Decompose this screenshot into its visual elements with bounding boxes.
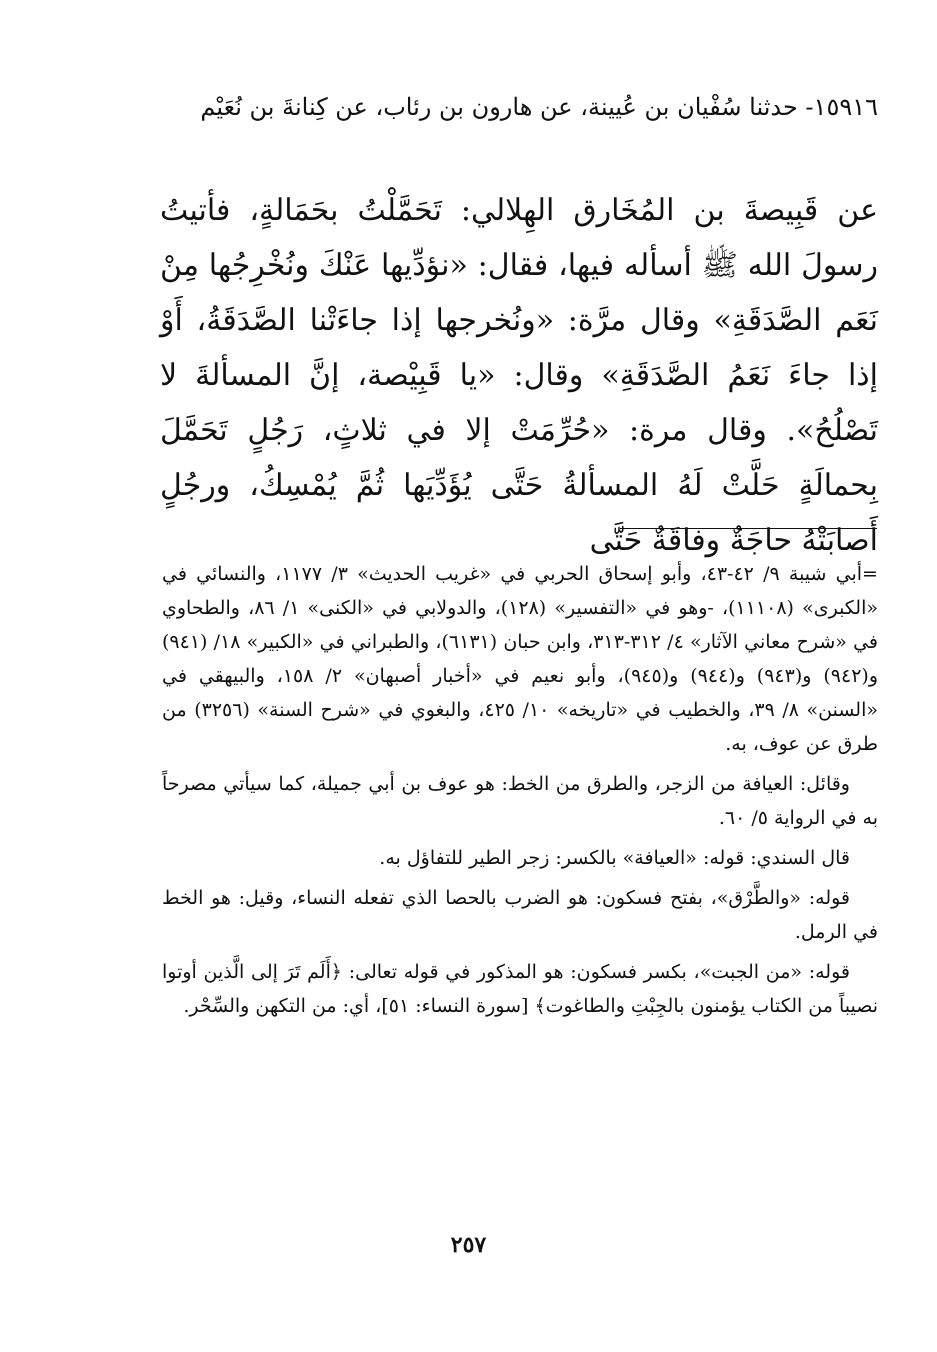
footnote-sindi-iyafa: قال السندي: قوله: «العيافة» بالكسر: زجر الطير للتفاؤل به. [379, 847, 850, 869]
footnote-tarq: قوله: «والطَّرْق»، بفتح فسكون: هو الضرب بالحصا الذي تفعله النساء، وقيل: هو الخط في الرمل. [162, 887, 878, 943]
footnotes-section [162, 557, 878, 1023]
footnote-takhrij: =أبي شيبة ٩/ ٤٢-٤٣، وأبو إسحاق الحربي في «غريب الحديث» ٣/ ١١٧٧، والنسائي في «الكبرى» (١١١٠٨)، -وهو في «التفسير» (١٢٨)، والدولابي في «الكنى» ١/ ٨٦، والطحاوي في «شرح معاني الآثار» ٤/ ٣١٢-٣١٣، وابن حبان (٦١٣١)، والطبراني في «الكبير» ١٨/ (٩٤١) و(٩٤٢) و(٩٤٣) و(٩٤٤) و(٩٤٥)، وأبو نعيم في «أخبار أصبهان» ٢/ ١٥٨، والبيهقي في «السنن» ٨/ ٣٩، والخطيب في «تاريخه» ١٠/ ٤٢٥، والبغوي في «شرح السنة» (٣٢٥٦) من طرق عن عوف، به. [162, 563, 879, 755]
footnote-jibt: قوله: «من الجبت»، بكسر فسكون: هو المذكور في قوله تعالى: ﴿أَلَم تَرَ إلى الَّذين أوتوا نصيباً من الكتاب يؤمنون بالجِبْتِ والطاغوت﴾ [سورة النساء: ٥١]، أي: من التكهن والسِّحْر. [162, 961, 878, 1017]
hadith-isnad-header: ١٥٩١٦- حدثنا سُفْيان بن عُيينة، عن هارون بن رئاب، عن كِنانةَ بن نُعَيْم [200, 93, 878, 121]
footnote-narrator-note: وقائل: العيافة من الزجر، والطرق من الخط: هو عوف بن أبي جميلة، كما سيأتي مصرحاً به في الرواية ٥/ ٦٠. [162, 773, 878, 829]
footnote-divider [620, 528, 877, 529]
page-number: ٢٥٧ [450, 1232, 487, 1258]
hadith-main-text: عن قَبِيصةَ بن المُخَارق الهِلالي: تَحَمَّلْتُ بحَمَالةٍ، فأتيتُ رسولَ الله ﷺ أسأله فيها، فقال: «نؤدِّيها عَنْكَ ونُخْرِجُها مِنْ نَعَم الصَّدَقَةِ» وقال مرَّة: «ونُخرجها إذا جاءَتْنا الصَّدَقَةُ، أَوْ إذا جاءَ نَعَمُ الصَّدَقَةِ» وقال: «يا قَبِيْصة، إنَّ المسألةَ لا تَصْلُحُ». وقال مرة: «حُرِّمَتْ إلا في ثلاثٍ، رَجُلٍ تَحَمَّلَ بِحمالَةٍ حَلَّتْ لَهُ المسألةُ حَتَّى يُؤَدِّيَها ثُمَّ يُمْسِكُ، ورجُلٍ أَصابَتْهُ حاجَةٌ وفاقَةٌ حَتَّى [160, 193, 878, 558]
